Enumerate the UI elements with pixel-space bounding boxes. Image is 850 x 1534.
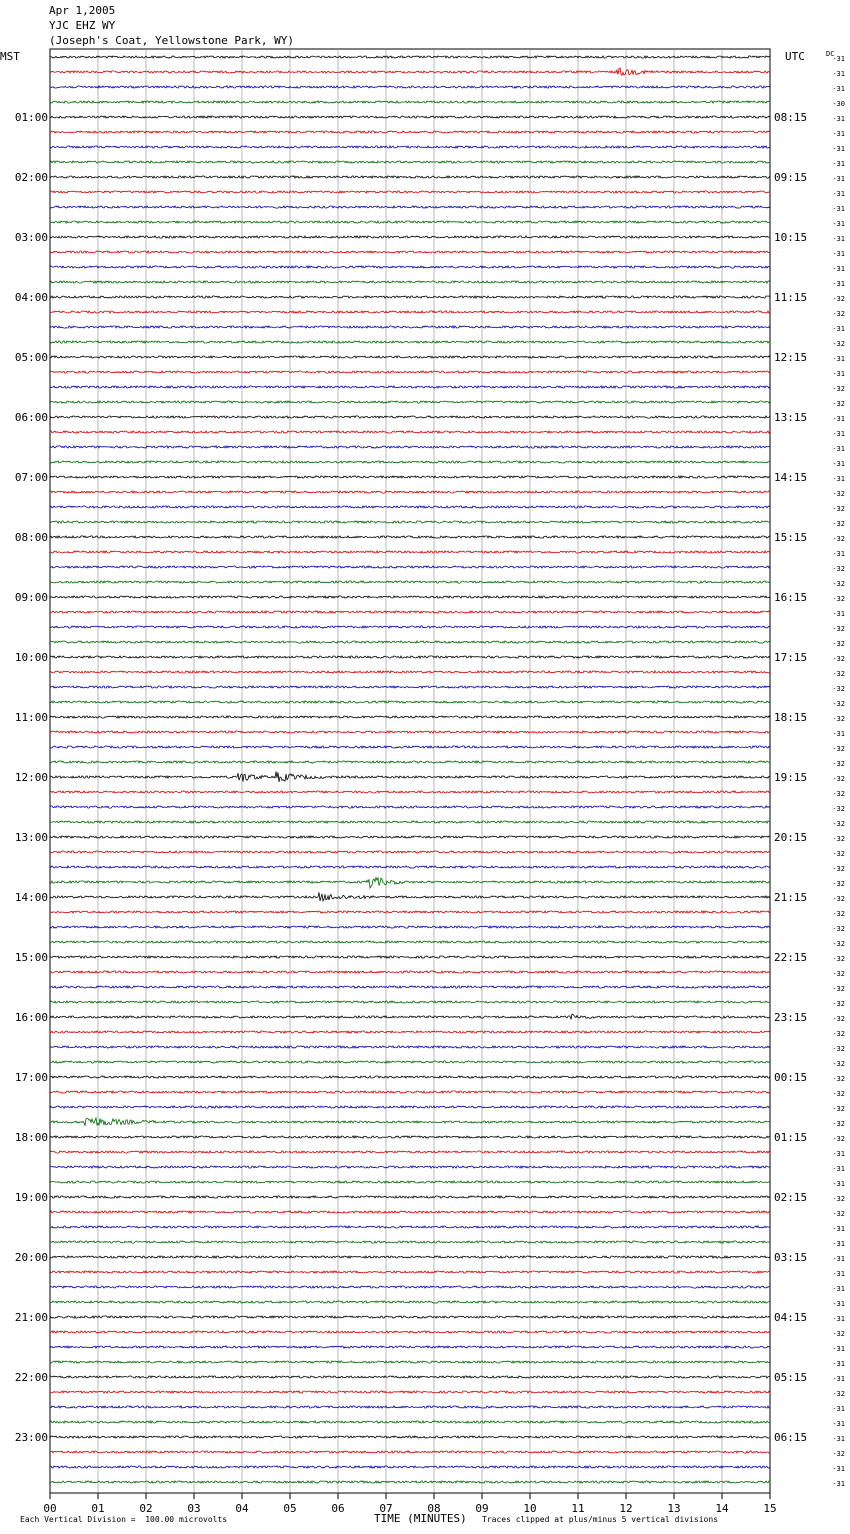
dc-offset-label: -31	[832, 1360, 845, 1368]
utc-hour-label: 04:15	[774, 1311, 808, 1324]
seismic-trace	[50, 266, 770, 268]
mst-hour-label: 10:00	[14, 651, 48, 664]
dc-offset-label: -32	[832, 1000, 845, 1008]
dc-offset-label: -31	[832, 265, 845, 273]
utc-hour-label: 23:15	[774, 1011, 808, 1024]
dc-offset-label: -32	[832, 1045, 845, 1053]
seismic-trace	[50, 701, 770, 703]
dc-offset-label: -32	[832, 1135, 845, 1143]
dc-offset-label: -31	[832, 1285, 845, 1293]
dc-offset-label: -32	[832, 835, 845, 843]
dc-offset-label: -31	[832, 145, 845, 153]
seismic-trace	[50, 892, 770, 901]
seismic-trace	[50, 791, 770, 793]
x-tick-label: 06	[331, 1502, 345, 1515]
utc-hour-label: 05:15	[774, 1371, 808, 1384]
seismic-trace	[50, 716, 770, 718]
dc-offset-label: -32	[832, 1060, 845, 1068]
seismic-trace	[50, 1106, 770, 1108]
dc-offset-label: -32	[832, 670, 845, 678]
dc-offset-header: DC	[826, 50, 835, 58]
utc-hour-label: 22:15	[774, 951, 808, 964]
x-tick-label: 08	[427, 1502, 441, 1515]
dc-offset-label: -32	[832, 535, 845, 543]
seismic-trace	[50, 731, 770, 733]
seismic-trace	[50, 761, 770, 763]
seismic-trace	[50, 431, 770, 433]
mst-hour-label: 06:00	[14, 411, 48, 424]
seismic-trace	[50, 1226, 770, 1228]
seismic-trace	[50, 1466, 770, 1468]
mst-hour-label: 08:00	[14, 531, 48, 544]
seismic-trace	[50, 206, 770, 208]
dc-offset-label: -32	[832, 340, 845, 348]
seismic-trace	[50, 641, 770, 643]
dc-offset-label: -31	[832, 235, 845, 243]
dc-offset-label: -32	[832, 655, 845, 663]
mst-hour-label: 20:00	[14, 1251, 48, 1264]
seismic-trace	[50, 551, 770, 553]
seismic-trace	[50, 1301, 770, 1303]
dc-offset-label: -31	[832, 430, 845, 438]
seismic-trace	[50, 1361, 770, 1363]
seismic-trace	[50, 1014, 770, 1019]
seismic-trace	[50, 1031, 770, 1033]
dc-offset-label: -31	[832, 1465, 845, 1473]
seismic-trace	[50, 146, 770, 148]
mst-hour-label: 12:00	[14, 771, 48, 784]
dc-offset-label: -32	[832, 490, 845, 498]
seismic-trace	[50, 1316, 770, 1318]
dc-offset-label: -32	[832, 1450, 845, 1458]
utc-hour-label: 21:15	[774, 891, 808, 904]
mst-hour-label: 16:00	[14, 1011, 48, 1024]
mst-hour-label: 01:00	[14, 111, 48, 124]
seismic-trace	[50, 131, 770, 133]
dc-offset-label: -32	[832, 580, 845, 588]
dc-offset-label: -31	[832, 730, 845, 738]
dc-offset-label: -31	[832, 415, 845, 423]
seismic-trace	[50, 1001, 770, 1003]
utc-hour-label: 06:15	[774, 1431, 808, 1444]
dc-offset-label: -31	[832, 85, 845, 93]
dc-offset-label: -31	[832, 220, 845, 228]
x-tick-label: 15	[763, 1502, 777, 1515]
dc-offset-label: -32	[832, 880, 845, 888]
seismic-trace	[50, 1286, 770, 1288]
seismic-trace	[50, 686, 770, 688]
seismic-trace	[50, 116, 770, 118]
header-location: (Joseph's Coat, Yellowstone Park, WY)	[49, 34, 295, 47]
seismic-trace	[50, 1211, 770, 1213]
dc-offset-label: -31	[832, 1240, 845, 1248]
utc-hour-label: 15:15	[774, 531, 808, 544]
dc-offset-label: -31	[832, 370, 845, 378]
seismic-trace	[50, 671, 770, 673]
seismic-trace	[50, 986, 770, 988]
x-tick-label: 13	[667, 1502, 681, 1515]
seismic-trace	[50, 971, 770, 973]
dc-offset-label: -31	[832, 1315, 845, 1323]
dc-offset-label: -32	[832, 1015, 845, 1023]
right-timezone-label: UTC	[785, 50, 805, 63]
seismic-trace	[50, 1376, 770, 1378]
header-station: YJC EHZ WY	[49, 19, 116, 32]
seismic-trace	[50, 491, 770, 493]
dc-offset-label: -32	[832, 595, 845, 603]
dc-offset-label: -32	[832, 1105, 845, 1113]
dc-offset-label: -32	[832, 895, 845, 903]
mst-hour-label: 09:00	[14, 591, 48, 604]
seismic-trace	[50, 911, 770, 913]
seismic-trace	[50, 1406, 770, 1408]
seismic-trace	[50, 1196, 770, 1198]
dc-offset-label: -31	[832, 175, 845, 183]
seismic-trace	[50, 1118, 770, 1126]
dc-offset-label: -31	[832, 280, 845, 288]
dc-offset-label: -32	[832, 790, 845, 798]
x-tick-label: 02	[139, 1502, 153, 1515]
dc-offset-label: -32	[832, 1195, 845, 1203]
mst-hour-label: 02:00	[14, 171, 48, 184]
dc-offset-label: -32	[832, 955, 845, 963]
dc-offset-label: -32	[832, 700, 845, 708]
dc-offset-label: -32	[832, 1090, 845, 1098]
utc-hour-label: 19:15	[774, 771, 808, 784]
utc-hour-label: 17:15	[774, 651, 808, 664]
dc-offset-label: -31	[832, 1435, 845, 1443]
dc-offset-label: -31	[832, 55, 845, 63]
seismic-trace	[50, 1436, 770, 1438]
dc-offset-label: -31	[832, 610, 845, 618]
utc-hour-label: 13:15	[774, 411, 808, 424]
dc-offset-label: -31	[832, 1405, 845, 1413]
header-date: Apr 1,2005	[49, 4, 116, 17]
seismic-trace	[50, 1346, 770, 1348]
dc-offset-label: -31	[832, 1270, 845, 1278]
dc-offset-label: -31	[832, 475, 845, 483]
dc-offset-label: -32	[832, 1210, 845, 1218]
x-tick-label: 04	[235, 1502, 249, 1515]
seismic-trace	[50, 1076, 770, 1078]
plot-frame	[50, 49, 770, 1493]
seismic-trace	[50, 566, 770, 568]
seismic-trace	[50, 191, 770, 193]
dc-offset-label: -32	[832, 910, 845, 918]
mst-hour-label: 13:00	[14, 831, 48, 844]
dc-offset-label: -30	[832, 100, 845, 108]
dc-offset-label: -32	[832, 805, 845, 813]
seismic-trace	[50, 1256, 770, 1258]
seismic-trace	[50, 878, 770, 888]
utc-hour-label: 09:15	[774, 171, 808, 184]
x-tick-label: 11	[571, 1502, 585, 1515]
dc-offset-label: -31	[832, 130, 845, 138]
dc-offset-label: -32	[832, 640, 845, 648]
seismic-trace	[50, 821, 770, 823]
utc-hour-label: 08:15	[774, 111, 808, 124]
seismic-trace	[50, 1091, 770, 1093]
dc-offset-label: -32	[832, 385, 845, 393]
mst-hour-label: 19:00	[14, 1191, 48, 1204]
seismic-trace	[50, 521, 770, 523]
seismic-trace	[50, 1136, 770, 1138]
seismic-trace	[50, 626, 770, 628]
x-tick-label: 07	[379, 1502, 393, 1515]
utc-hour-label: 14:15	[774, 471, 808, 484]
utc-hour-label: 01:15	[774, 1131, 808, 1144]
utc-hour-label: 02:15	[774, 1191, 808, 1204]
dc-offset-label: -31	[832, 1180, 845, 1188]
utc-hour-label: 10:15	[774, 231, 808, 244]
mst-hour-label: 11:00	[14, 711, 48, 724]
seismic-trace	[50, 1421, 770, 1423]
dc-offset-label: -31	[832, 325, 845, 333]
dc-offset-label: -32	[832, 865, 845, 873]
dc-offset-label: -31	[832, 70, 845, 78]
dc-offset-label: -31	[832, 1225, 845, 1233]
dc-offset-label: -31	[832, 460, 845, 468]
x-tick-label: 03	[187, 1502, 201, 1515]
x-tick-label: 05	[283, 1502, 297, 1515]
seismic-trace	[50, 581, 770, 583]
dc-offset-label: -31	[832, 250, 845, 258]
seismic-trace	[50, 416, 770, 418]
seismic-trace	[50, 1046, 770, 1048]
x-tick-label: 00	[43, 1502, 57, 1515]
seismic-trace	[50, 401, 770, 403]
dc-offset-label: -32	[832, 985, 845, 993]
seismic-trace	[50, 836, 770, 838]
seismic-trace	[50, 461, 770, 463]
x-tick-label: 01	[91, 1502, 105, 1515]
seismic-trace	[50, 56, 770, 58]
utc-hour-label: 18:15	[774, 711, 808, 724]
dc-offset-label: -32	[832, 760, 845, 768]
dc-offset-label: -32	[832, 1030, 845, 1038]
dc-offset-label: -31	[832, 1255, 845, 1263]
seismic-trace	[50, 386, 770, 388]
seismic-trace	[50, 1241, 770, 1243]
left-timezone-label: MST	[0, 50, 20, 63]
seismic-trace	[50, 536, 770, 538]
seismic-trace	[50, 311, 770, 313]
mst-hour-label: 17:00	[14, 1071, 48, 1084]
mst-hour-label: 03:00	[14, 231, 48, 244]
x-tick-label: 10	[523, 1502, 537, 1515]
dc-offset-label: -32	[832, 925, 845, 933]
dc-offset-label: -31	[832, 205, 845, 213]
seismic-trace	[50, 446, 770, 448]
dc-offset-label: -31	[832, 1150, 845, 1158]
dc-offset-label: -31	[832, 160, 845, 168]
seismic-trace	[50, 1391, 770, 1393]
seismic-trace	[50, 1481, 770, 1483]
utc-hour-label: 12:15	[774, 351, 808, 364]
seismic-trace	[50, 251, 770, 253]
dc-offset-label: -32	[832, 565, 845, 573]
mst-hour-label: 21:00	[14, 1311, 48, 1324]
x-tick-label: 12	[619, 1502, 633, 1515]
dc-offset-label: -32	[832, 745, 845, 753]
dc-offset-label: -32	[832, 940, 845, 948]
seismic-trace	[50, 236, 770, 238]
seismic-trace	[50, 1181, 770, 1183]
x-axis-title: TIME (MINUTES)	[374, 1512, 467, 1525]
seismic-trace	[50, 341, 770, 343]
utc-hour-label: 20:15	[774, 831, 808, 844]
utc-hour-label: 00:15	[774, 1071, 808, 1084]
seismic-trace	[50, 161, 770, 163]
seismic-trace	[50, 806, 770, 808]
utc-hour-label: 16:15	[774, 591, 808, 604]
seismic-trace	[50, 1151, 770, 1153]
dc-offset-label: -32	[832, 625, 845, 633]
seismic-trace	[50, 371, 770, 373]
dc-offset-label: -32	[832, 850, 845, 858]
seismic-trace	[50, 851, 770, 853]
dc-offset-label: -32	[832, 505, 845, 513]
seismic-trace	[50, 1061, 770, 1063]
dc-offset-label: -31	[832, 355, 845, 363]
seismic-trace	[50, 746, 770, 748]
dc-offset-label: -31	[832, 115, 845, 123]
dc-offset-label: -31	[832, 1480, 845, 1488]
seismic-trace	[50, 86, 770, 88]
dc-offset-label: -32	[832, 520, 845, 528]
dc-offset-label: -32	[832, 400, 845, 408]
seismic-trace	[50, 926, 770, 928]
clip-note: Traces clipped at plus/minus 5 vertical divisions	[482, 1515, 719, 1524]
dc-offset-label: -32	[832, 1390, 845, 1398]
utc-hour-label: 03:15	[774, 1251, 808, 1264]
mst-hour-label: 04:00	[14, 291, 48, 304]
mst-hour-label: 07:00	[14, 471, 48, 484]
dc-offset-label: -32	[832, 295, 845, 303]
dc-offset-label: -32	[832, 820, 845, 828]
mst-hour-label: 05:00	[14, 351, 48, 364]
seismic-trace	[50, 476, 770, 478]
dc-offset-label: -32	[832, 1075, 845, 1083]
dc-offset-label: -31	[832, 1345, 845, 1353]
x-tick-label: 09	[475, 1502, 489, 1515]
seismic-trace	[50, 176, 770, 178]
seismic-trace	[50, 356, 770, 358]
seismic-trace	[50, 326, 770, 328]
seismic-trace	[50, 221, 770, 223]
dc-offset-label: -32	[832, 715, 845, 723]
dc-offset-label: -31	[832, 550, 845, 558]
seismic-trace	[50, 866, 770, 868]
seismic-trace	[50, 941, 770, 943]
seismic-trace	[50, 956, 770, 958]
seismic-trace	[50, 506, 770, 508]
seismic-trace	[50, 296, 770, 298]
mst-hour-label: 15:00	[14, 951, 48, 964]
scale-note: Each Vertical Division = 100.00 microvolts	[20, 1515, 228, 1524]
x-tick-label: 14	[715, 1502, 729, 1515]
mst-hour-label: 22:00	[14, 1371, 48, 1384]
seismic-trace	[50, 1451, 770, 1453]
mst-hour-label: 14:00	[14, 891, 48, 904]
dc-offset-label: -32	[832, 970, 845, 978]
seismic-trace	[50, 772, 770, 782]
dc-offset-label: -32	[832, 1330, 845, 1338]
dc-offset-label: -31	[832, 1300, 845, 1308]
seismic-trace	[50, 281, 770, 283]
seismic-trace	[50, 101, 770, 103]
dc-offset-label: -32	[832, 310, 845, 318]
dc-offset-label: -31	[832, 445, 845, 453]
mst-hour-label: 23:00	[14, 1431, 48, 1444]
dc-offset-label: -32	[832, 1120, 845, 1128]
dc-offset-label: -32	[832, 775, 845, 783]
dc-offset-label: -32	[832, 685, 845, 693]
seismic-trace	[50, 596, 770, 598]
dc-offset-label: -31	[832, 1420, 845, 1428]
mst-hour-label: 18:00	[14, 1131, 48, 1144]
dc-offset-label: -31	[832, 1375, 845, 1383]
seismic-trace	[50, 68, 770, 75]
seismic-trace	[50, 1271, 770, 1273]
dc-offset-label: -31	[832, 190, 845, 198]
seismic-trace	[50, 611, 770, 613]
dc-offset-label: -31	[832, 1165, 845, 1173]
seismic-trace	[50, 1331, 770, 1333]
seismic-trace	[50, 656, 770, 658]
seismic-trace	[50, 1166, 770, 1168]
utc-hour-label: 11:15	[774, 291, 808, 304]
